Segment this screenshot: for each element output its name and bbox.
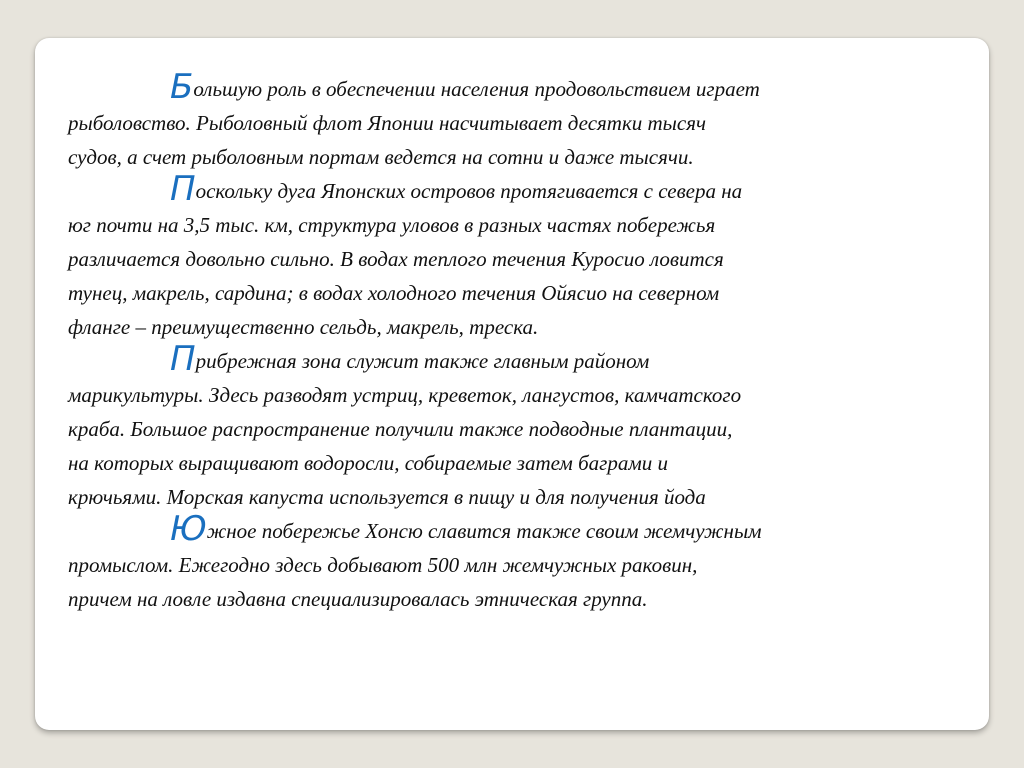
line-text: тунец, макрель, сардина; в водах холодного течения Ойясио на северном <box>68 281 720 305</box>
line-text: оскольку дуга Японских островов протягивается с севера на <box>195 179 743 203</box>
paragraph-fishing <box>68 67 888 174</box>
line-text: марикультуры. Здесь разводят устриц, креветок, лангустов, камчатского <box>68 383 742 407</box>
line-text: жное побережье Хонсю славится также своим жемчужным <box>206 519 762 543</box>
drop-initial: П <box>170 169 196 209</box>
line-text: причем на ловле издавна специализировалась этническая группа. <box>68 587 648 611</box>
line-text: судов, а счет рыболовным портам ведется на сотни и даже тысячи. <box>68 145 694 169</box>
paragraph-catch-structure <box>68 169 888 344</box>
paragraph-mariculture <box>68 339 888 514</box>
paragraph-first-line <box>68 67 888 107</box>
paragraph-first-line <box>68 509 888 549</box>
line-text: юг почти на 3,5 тыс. км, структура уловов в разных частях побережья <box>68 213 716 237</box>
drop-initial: П <box>170 339 196 379</box>
text-block <box>68 67 888 616</box>
drop-initial: Б <box>170 67 194 107</box>
paragraph-first-line <box>68 169 888 209</box>
line-text: рыболовство. Рыболовный флот Японии насчитывает десятки тысяч <box>68 111 707 135</box>
line-text: на которых выращивают водоросли, собираемые затем баграми и <box>68 451 668 475</box>
line-text: рибрежная зона служит также главным районом <box>195 349 650 373</box>
line-text: краба. Большое распространение получили также подводные плантации, <box>68 417 733 441</box>
line-text: промыслом. Ежегодно здесь добывают 500 млн жемчужных раковин, <box>68 553 698 577</box>
line-text: различается довольно сильно. В водах теплого течения Куросио ловится <box>68 247 724 271</box>
paragraph-pearls <box>68 509 888 616</box>
line-text: ольшую роль в обеспечении населения продовольствием играет <box>193 77 760 101</box>
line-text: крючьями. Морская капуста используется в пищу и для получения йода <box>68 485 706 509</box>
drop-initial: Ю <box>170 509 207 549</box>
paragraph-first-line <box>68 339 888 379</box>
line-text: фланге – преимущественно сельдь, макрель, треска. <box>68 315 539 339</box>
